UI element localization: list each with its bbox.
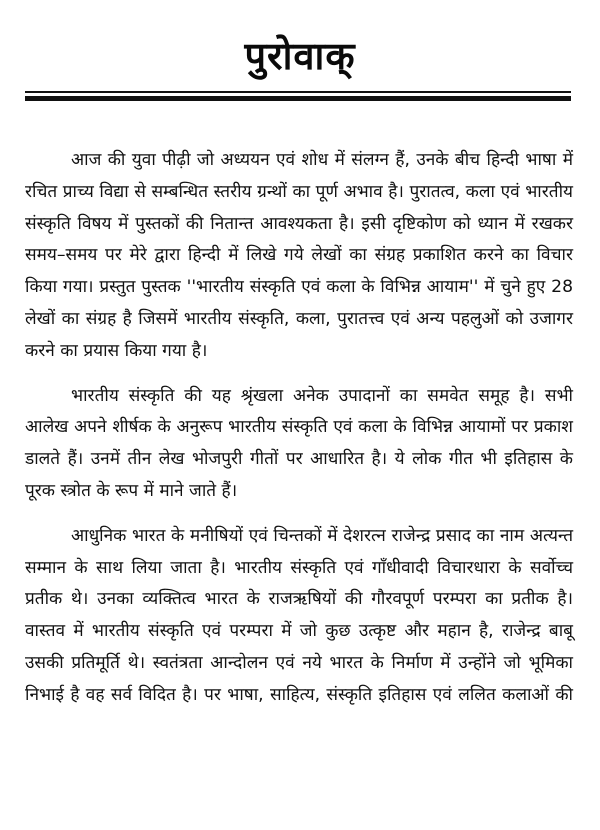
title-rule-thin [25, 91, 571, 93]
title-rule-thick [25, 96, 571, 101]
paragraph-3: आधुनिक भारत के मनीषियों एवं चिन्तकों में देशरत्न राजेन्द्र प्रसाद का नाम अत्यन्त सम्मान के साथ लिया जाता है। भारतीय संस्कृति एवं गाँधीवादी विचारधारा के सर्वोच्च प्रतीक थे। उनका व्यक्तित्व भारत के राजऋषियों की गौरवपूर्ण परम्परा का प्रतीक है। वास्तव में भारतीय संस्कृति एवं परम्परा में जो कुछ उत्कृष्ट और महान है, राजेन्द्र बाबू उसकी प्रतिमूर्ति थे। स्वतंत्रता आन्दोलन एवं नये भारत के निर्माण में उन्होंने जो भूमिका निभाई है वह सर्व विदित है। पर भाषा, साहित्य, संस्कृति इतिहास एवं ललित कलाओं की [25, 525, 573, 705]
body-text [25, 145, 573, 725]
page-title: पुरोवाक् [244, 34, 356, 78]
paragraph-2: भारतीय संस्कृति की यह श्रृंखला अनेक उपादानों का समवेत समूह है। सभी आलेख अपने शीर्षक के अनुरूप भारतीय संस्कृति एवं कला के विभिन्न आयामों पर प्रकाश डालते हैं। उनमें तीन लेख भोजपुरी गीतों पर आधारित है। ये लोक गीत भी इतिहास के पूरक स्त्रोत के रूप में माने जाते हैं। [25, 385, 573, 501]
paragraph-1: आज की युवा पीढ़ी जो अध्ययन एवं शोध में संलग्न हैं, उनके बीच हिन्दी भाषा में रचित प्राच्य विद्या से सम्बन्धित स्तरीय ग्रन्थों का पूर्ण अभाव है। पुरातत्व, कला एवं भारतीय संस्कृति विषय में पुस्तकों की नितान्त आवश्यकता है। इसी दृष्टिकोण को ध्यान में रखकर समय–समय पर मेरे द्वारा हिन्दी में लिखे गये लेखों का संग्रह प्रकाशित करने का विचार किया गया। प्रस्तुत पुस्तक ''भारतीय संस्कृति एवं कला के विभिन्न आयाम'' में चुने हुए 28 लेखों का संग्रह है जिसमें भारतीय संस्कृति, कला, पुरातत्त्व एवं अन्य पहलुओं को उजागर करने का प्रयास किया गया है। [25, 150, 573, 361]
